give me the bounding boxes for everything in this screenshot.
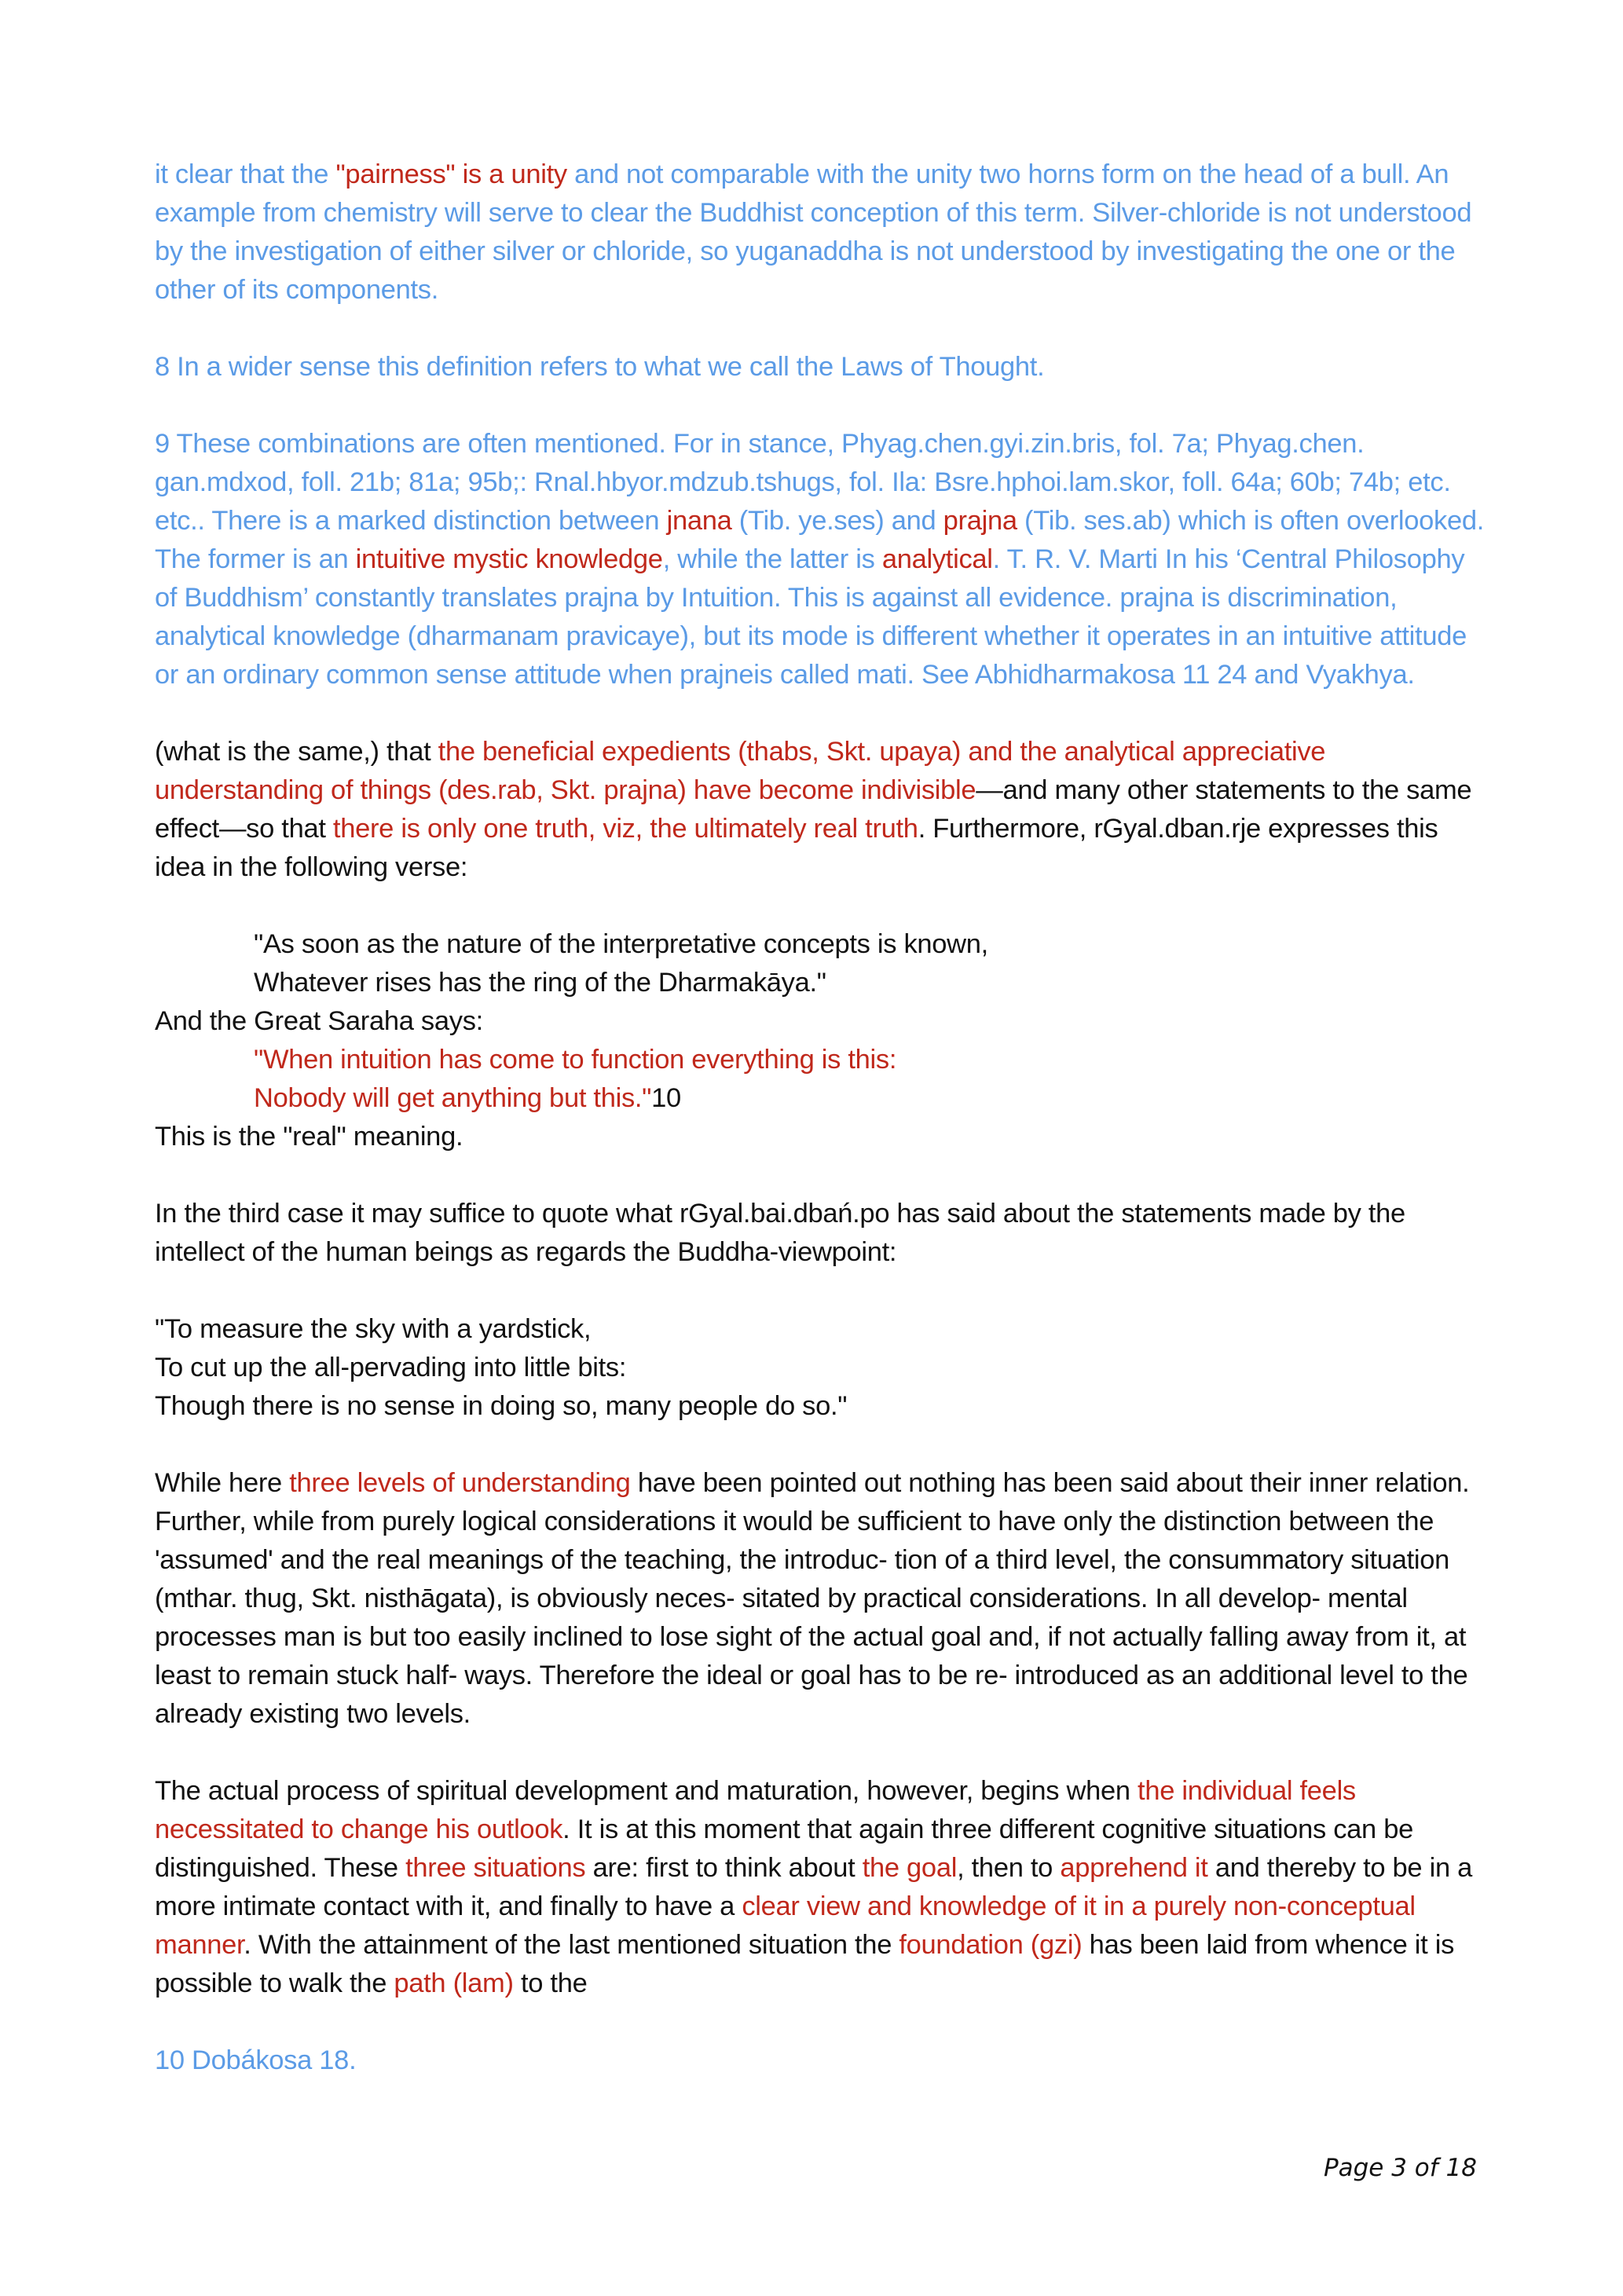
saraha-intro: And the Great Saraha says: bbox=[155, 1006, 483, 1036]
highlight: analytical bbox=[881, 544, 993, 574]
footnote-10: 10 Dobákosa 18. bbox=[155, 2045, 357, 2075]
highlight: prajna bbox=[943, 506, 1017, 536]
highlight: three levels of understanding bbox=[289, 1468, 631, 1498]
verse-line: "When intuition has come to function everything is this: bbox=[254, 1045, 897, 1075]
verse-line: To cut up the all-pervading into little bits: bbox=[155, 1353, 627, 1382]
verse-line: "To measure the sky with a yardstick, bbox=[155, 1314, 592, 1344]
highlight: foundation (gzi) bbox=[899, 1930, 1083, 1960]
footnote-9: 9 These combinations are often mentioned. For in stance, Phyag.chen.gyi.zin.bris, fol. 7a; Phyag.chen. gan.mdxod, foll. 21b; 81a; 95b;: Rnal.hbyor.mdzub.tshugs, fol. Ila: Bsre.hphoi.lam.skor, foll. 64a; 60b; 74b; etc. etc.. There is a marked distinction between jnana (Tib. ye.ses) and prajna (Tib. ses.ab) which is often overlooked. The former is an intuitive mystic knowledge, while the latter is analytical. T. R. V. Marti In his ‘Central Philosophy of Buddhism’ constantly translates prajna by Intuition. This is against all evidence. prajna is discrimination, analytical knowledge (dharmanam pravicaye), but its mode is different whether it operates in an intuitive attitude or an ordinary common sense attitude when prajneis called mati. See Abhidharmakosa 11 24 and Vyakhya. bbox=[155, 429, 1485, 690]
body-paragraph-levels: While here three levels of understanding have been pointed out nothing has been said about their inner relation. Further, while from purely logical considerations it would be sufficient to have only the distinction between the 'assumed' and the real meanings of the teaching, the introduc- tion of a third level, the consummatory situation (mthar. thug, Skt. nisthāgata), is obviously neces- sitated by practical considerations. In all develop- mental processes man is but too easily inclined to lose sight of the actual goal and, if not actually falling away from it, at least to remain stuck half- ways. Therefore the ideal or goal has to be re- introduced as an additional level to the already existing two levels. bbox=[155, 1468, 1470, 1729]
verse-saraha bbox=[155, 1041, 1490, 1118]
page-number: Page 3 of 18 bbox=[1323, 2154, 1477, 2182]
body-paragraph-process: The actual process of spiritual development and maturation, however, begins when the individual feels necessitated to change his outlook. It is at this moment that again three different cognitive situations can be distinguished. These three situations are: first to think about the goal, then to apprehend it and thereby to be in a more intimate contact with it, and finally to have a clear view and knowledge of it in a purely non-conceptual manner. With the attainment of the last mentioned situation the foundation (gzi) has been laid from whence it is possible to walk the path (lam) to the bbox=[155, 1776, 1473, 1998]
highlight: there is only one truth, viz, the ultimately real truth bbox=[332, 814, 918, 844]
highlight: path (lam) bbox=[394, 1968, 514, 1998]
highlight: apprehend it bbox=[1060, 1853, 1208, 1883]
highlight: "pairness" is a unity bbox=[335, 159, 567, 189]
document-page bbox=[155, 156, 1490, 2118]
highlight: the individual feels necessitated to change his outlook bbox=[155, 1776, 1356, 1844]
footnote-8: 8 In a wider sense this definition refers to what we call the Laws of Thought. bbox=[155, 352, 1045, 382]
footnote-7-continuation: it clear that the "pairness" is a unity and not comparable with the unity two horns form on the head of a bull. An example from chemistry will serve to clear the Buddhist conception of this term. Silver-chloride is not understood by the investigation of either silver or chloride, so yuganaddha is not understood by investigating the one or the other of its components. bbox=[155, 159, 1472, 305]
verse-line: Nobody will get anything but this."10 bbox=[254, 1083, 681, 1113]
highlight: the goal bbox=[862, 1853, 958, 1883]
highlight: clear view and knowledge of it in a purely non-conceptual manner bbox=[155, 1891, 1416, 1960]
highlight: the beneficial expedients (thabs, Skt. upaya) and the analytical appreciative understanding of things (des.rab, Skt. prajna) have become indivisible bbox=[155, 737, 1326, 805]
highlight: three situations bbox=[405, 1853, 586, 1883]
verse-line: Though there is no sense in doing so, many people do so." bbox=[155, 1391, 848, 1421]
verse-rgyal-bai-dban-po bbox=[155, 1310, 1490, 1426]
verse-line: "As soon as the nature of the interpretative concepts is known, bbox=[254, 929, 988, 959]
footnote-ref: 10 bbox=[651, 1083, 681, 1113]
body-paragraph-indivisible: (what is the same,) that the beneficial expedients (thabs, Skt. upaya) and the analytical appreciative understanding of things (des.rab, Skt. prajna) have become indivisible—and many other statements to the same effect—so that there is only one truth, viz, the ultimately real truth. Furthermore, rGyal.dban.rje expresses this idea in the following verse: bbox=[155, 737, 1472, 882]
body-paragraph-third-case: In the third case it may suffice to quote what rGyal.bai.dbań.po has said about the statements made by the intellect of the human beings as regards the Buddha-viewpoint: bbox=[155, 1199, 1405, 1267]
verse-line: Whatever rises has the ring of the Dharmakāya." bbox=[254, 968, 826, 998]
highlight: intuitive mystic knowledge bbox=[355, 544, 663, 574]
highlight: jnana bbox=[666, 506, 732, 536]
verse-rgyal-dban-rje bbox=[155, 925, 1490, 1002]
real-meaning-line: This is the "real" meaning. bbox=[155, 1122, 463, 1152]
